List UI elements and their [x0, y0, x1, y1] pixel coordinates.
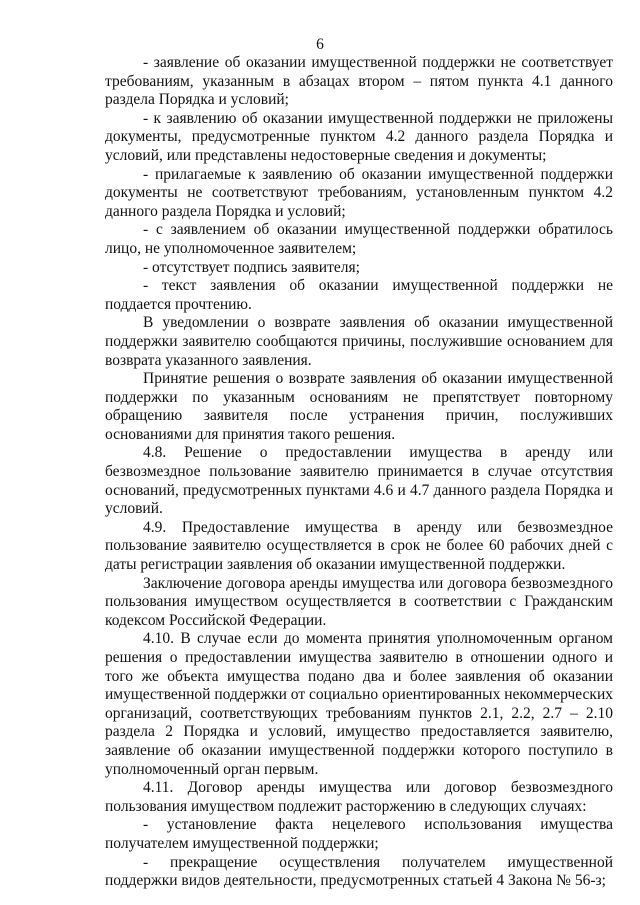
paragraph: Заключение договора аренды имущества или договора безвозмездного пользования имуществом осуществляется в соответствии с Гражданским кодексом Российской Федерации.: [105, 574, 613, 629]
paragraph: - отсутствует подпись заявителя;: [143, 258, 360, 276]
paragraph: 4.8. Решение о предоставлении имущества в аренду или безвозмездное пользование заявителю принимается в случае отсутствия оснований, предусмотренных пунктами 4.6 и 4.7 данного раздела Порядка и условий.: [105, 444, 613, 518]
paragraph: - текст заявления об оказании имущественной поддержки не поддается прочтению.: [105, 277, 613, 313]
paragraph: - заявление об оказании имущественной поддержки не соответствует требованиям, указанным в абзацах втором – пятом пункта 4.1 данного раздела Порядка и условий;: [105, 54, 613, 109]
page-body: [105, 54, 613, 891]
paragraph: - с заявлением об оказании имущественной поддержки обратилось лицо, не уполномоченное заявителем;: [105, 221, 613, 257]
paragraph: 4.10. В случае если до момента принятия уполномоченным органом решения о предоставлении имущества заявителю в отношении одного и того же объекта имущества подано два и более заявления об оказании имущественной поддержки от социально ориентированных некоммерческих организаций, соответствующих требованиям пунктов 2.1, 2.2, 2.7 – 2.10 раздела 2 Порядка и условий, имущество предоставляется заявителю, заявление об оказании имущественной поддержки которого поступило в уполномоченный орган первым.: [105, 630, 613, 778]
paragraph: Принятие решения о возврате заявления об оказании имущественной поддержки по указанным основаниям не препятствует повторному обращению заявителя после устранения причин, послуживших основаниями для принятия такого решения.: [105, 370, 613, 443]
paragraph: 4.11. Договор аренды имущества или договор безвозмездного пользования имуществом подлежит расторжению в следующих случаях:: [105, 779, 613, 815]
paragraph: - прекращение осуществления получателем имущественной поддержки видов деятельности, предусмотренных статьей 4 Закона № 56-з;: [105, 853, 613, 890]
page-number: 6: [316, 36, 324, 53]
paragraph: 4.9. Предоставление имущества в аренду или безвозмездное пользование заявителю осуществляется в срок не более 60 рабочих дней с даты регистрации заявления об оказании имущественной поддержки.: [105, 518, 613, 574]
paragraph: - установление факта нецелевого использования имущества получателем имущественной поддержки;: [105, 816, 613, 852]
paragraph: В уведомлении о возврате заявления об оказании имущественной поддержки заявителю сообщаются причины, послужившие основанием для возврата указанного заявления.: [105, 314, 613, 369]
paragraph: - прилагаемые к заявлению об оказании имущественной поддержки документы не соответствуют требованиям, установленным пунктом 4.2 данного раздела Порядка и условий;: [105, 165, 613, 220]
paragraph: - к заявлению об оказании имущественной поддержки не приложены документы, предусмотренные пунктом 4.2 данного раздела Порядка и условий, или представлены недостоверные сведения и документы;: [105, 109, 613, 164]
